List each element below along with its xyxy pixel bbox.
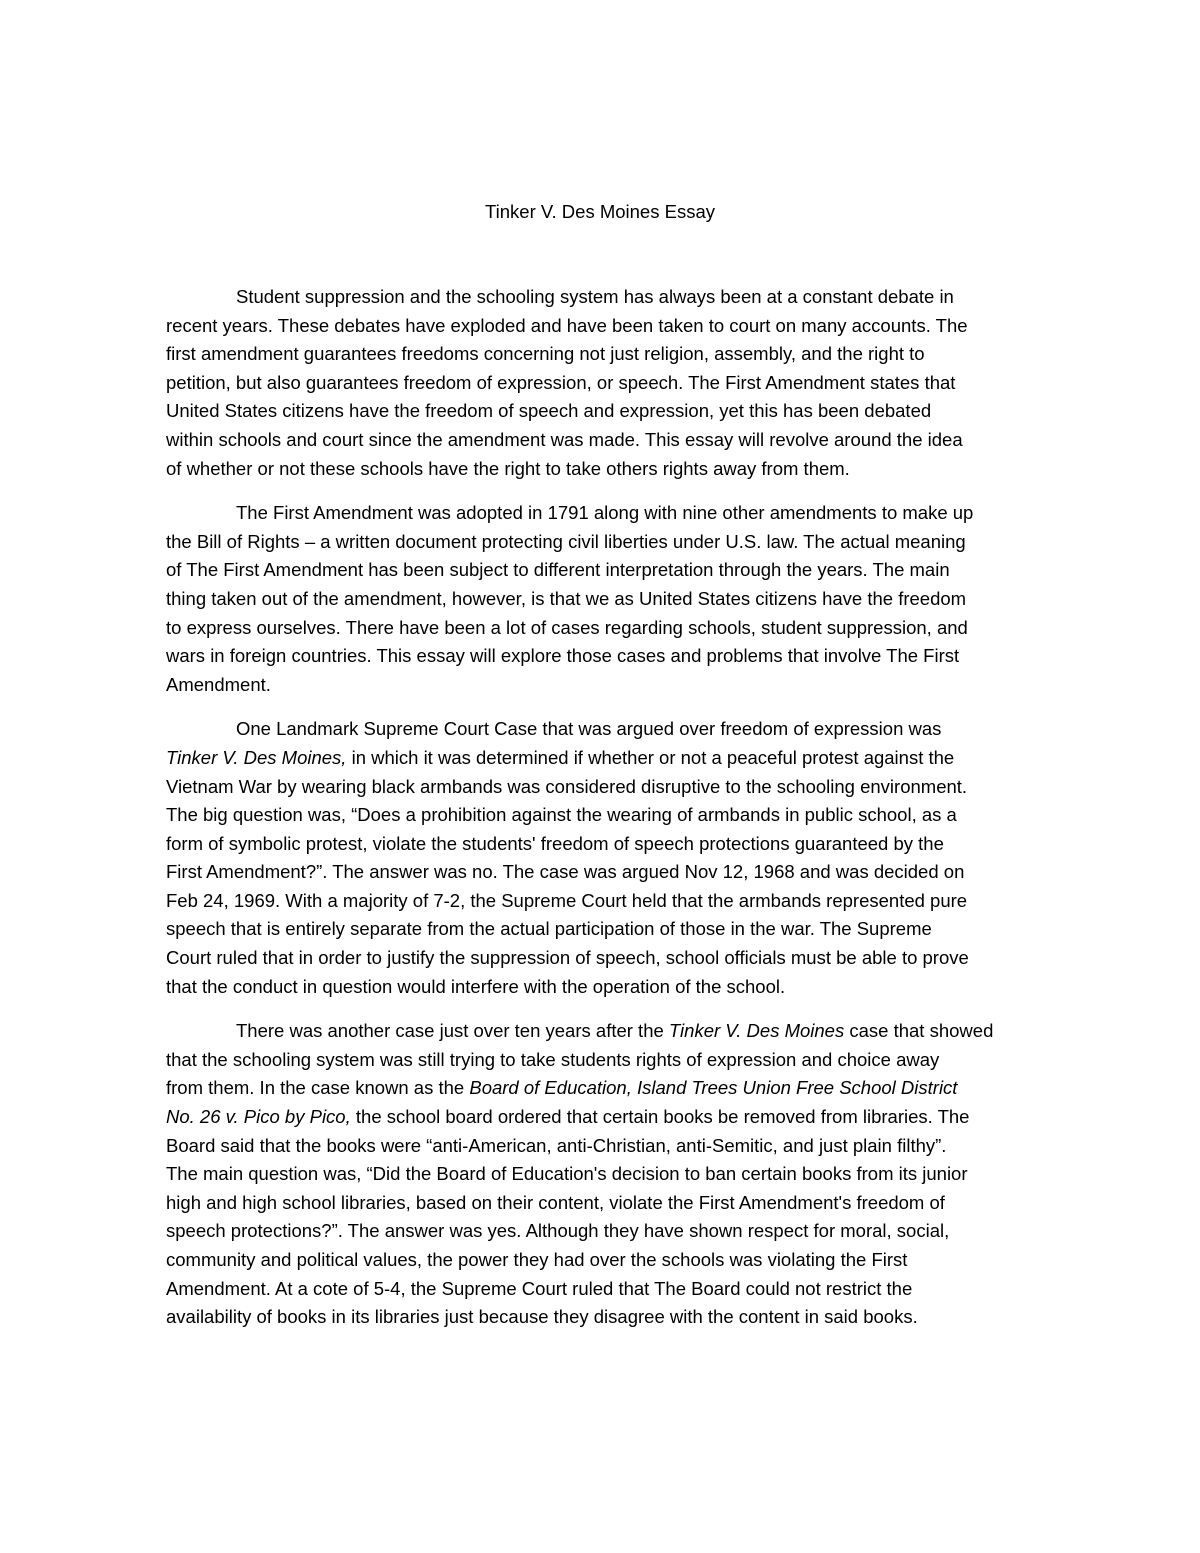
essay-paragraph-4 xyxy=(166,1017,1040,1332)
text-segment: Board said that the books were “anti-American, anti-Christian, anti-Semitic, and just plain filthy”. xyxy=(166,1134,947,1156)
text-segment: within schools and court since the amendment was made. This essay will revolve around the idea xyxy=(166,428,963,450)
text-line xyxy=(166,1163,968,1184)
text-line xyxy=(166,1220,949,1241)
essay-paragraph-3 xyxy=(166,715,1040,1001)
text-line xyxy=(166,1077,957,1098)
text-line xyxy=(166,531,966,552)
text-segment: The big question was, “Does a prohibition against the wearing of armbands in public school, as a xyxy=(166,804,957,826)
text-segment: speech protections?”. The answer was yes. Although they have shown respect for moral, social, xyxy=(166,1220,950,1242)
text-line xyxy=(166,645,959,666)
text-line xyxy=(166,1306,918,1327)
text-segment: Amendment. xyxy=(166,673,271,695)
text-segment: form of symbolic protest, violate the students' freedom of speech protections guaranteed by the xyxy=(166,832,944,854)
text-line xyxy=(166,674,271,695)
text-line xyxy=(166,458,850,479)
text-segment: community and political values, the power they had over the schools was violating the First xyxy=(166,1249,908,1270)
text-line xyxy=(166,804,957,825)
text-segment: to express ourselves. There have been a lot of cases regarding schools, student suppression, and xyxy=(166,616,968,638)
text-segment: that the conduct in question would interfere with the operation of the school. xyxy=(166,975,786,997)
text-segment: the Bill of Rights – a written document protecting civil liberties under U.S. law. The actual meaning xyxy=(166,530,966,552)
text-line xyxy=(166,776,967,797)
text-line xyxy=(166,918,932,939)
text-line xyxy=(166,1192,945,1213)
text-segment: case that showed xyxy=(844,1020,994,1042)
text-line xyxy=(166,1135,946,1156)
text-segment: speech that is entirely separate from the actual participation of those in the war. The Supreme xyxy=(166,918,932,940)
text-line xyxy=(236,1020,993,1041)
text-segment: First Amendment?”. The answer was no. The case was argued Nov 12, 1968 and was decided on xyxy=(166,861,965,883)
text-segment: Student suppression and the schooling system has always been at a constant debate in xyxy=(236,286,954,307)
text-line xyxy=(166,559,950,580)
text-segment: The First Amendment was adopted in 1791 along with nine other amendments to make up xyxy=(236,502,974,524)
text-line xyxy=(166,947,969,968)
text-segment: Court ruled that in order to justify the suppression of speech, school officials must be able to prove xyxy=(166,947,969,969)
text-line xyxy=(166,372,955,393)
essay-title: Tinker V. Des Moines Essay xyxy=(485,201,715,222)
essay-body xyxy=(166,283,1040,1348)
text-segment: in which it was determined if whether or not a peaceful protest against the xyxy=(346,746,955,768)
text-line xyxy=(166,617,968,638)
text-line xyxy=(166,588,966,609)
text-segment: United States citizens have the freedom of speech and expression, yet this has been debated xyxy=(166,400,932,422)
text-segment: Feb 24, 1969. With a majority of 7-2, the Supreme Court held that the armbands represented pure xyxy=(166,889,968,911)
text-segment: Amendment. At a cote of 5-4, the Supreme Court ruled that The Board could not restrict the xyxy=(166,1277,913,1299)
essay-paragraph-1 xyxy=(166,283,1040,483)
text-segment: that the schooling system was still trying to take students rights of expression and choice away xyxy=(166,1048,940,1070)
text-segment: first amendment guarantees freedoms concerning not just religion, assembly, and the right to xyxy=(166,343,925,365)
essay-paragraph-2 xyxy=(166,499,1040,699)
text-segment: One Landmark Supreme Court Case that was argued over freedom of expression was xyxy=(236,718,942,740)
text-segment: of whether or not these schools have the right to take others rights away from them. xyxy=(166,457,850,479)
text-line xyxy=(236,502,973,523)
text-segment: Vietnam War by wearing black armbands was considered disruptive to the schooling environment. xyxy=(166,775,968,797)
text-segment: wars in foreign countries. This essay will explore those cases and problems that involve The First xyxy=(166,645,960,667)
text-segment: the school board ordered that certain books be removed from libraries. The xyxy=(350,1106,970,1128)
text-segment: The main question was, “Did the Board of Education's decision to ban certain books from its junior xyxy=(166,1163,968,1185)
text-segment: of The First Amendment has been subject to different interpretation through the years. The main xyxy=(166,559,950,581)
text-segment: There was another case just over ten years after the xyxy=(236,1020,669,1042)
text-line xyxy=(166,890,967,911)
text-line xyxy=(166,976,785,997)
text-segment: availability of books in its libraries just because they disagree with the content in said books. xyxy=(166,1306,918,1328)
text-line xyxy=(166,833,944,854)
text-line xyxy=(166,343,925,364)
text-segment: recent years. These debates have exploded and have been taken to court on many accounts. The xyxy=(166,314,968,336)
italic-case-name: Board of Education, Island Trees Union Free School District xyxy=(469,1077,958,1099)
text-line xyxy=(166,315,968,336)
text-line xyxy=(166,429,963,450)
italic-case-name: No. 26 v. Pico by Pico, xyxy=(166,1106,351,1128)
text-segment: from them. In the case known as the xyxy=(166,1077,470,1099)
text-line xyxy=(166,861,964,882)
text-line xyxy=(166,1249,907,1270)
text-line xyxy=(236,286,954,307)
text-line xyxy=(166,400,931,421)
text-line xyxy=(236,718,941,739)
text-segment: petition, but also guarantees freedom of expression, or speech. The First Amendment states that xyxy=(166,371,956,393)
text-line xyxy=(166,747,954,768)
text-segment: high and high school libraries, based on their content, violate the First Amendment's freedom of xyxy=(166,1191,945,1213)
text-line xyxy=(166,1106,969,1127)
italic-case-name: Tinker V. Des Moines, xyxy=(166,746,347,768)
text-segment: thing taken out of the amendment, however, is that we as United States citizens have the freedom xyxy=(166,587,967,609)
text-line xyxy=(166,1278,912,1299)
text-line xyxy=(166,1049,939,1070)
italic-case-name: Tinker V. Des Moines xyxy=(668,1020,845,1042)
